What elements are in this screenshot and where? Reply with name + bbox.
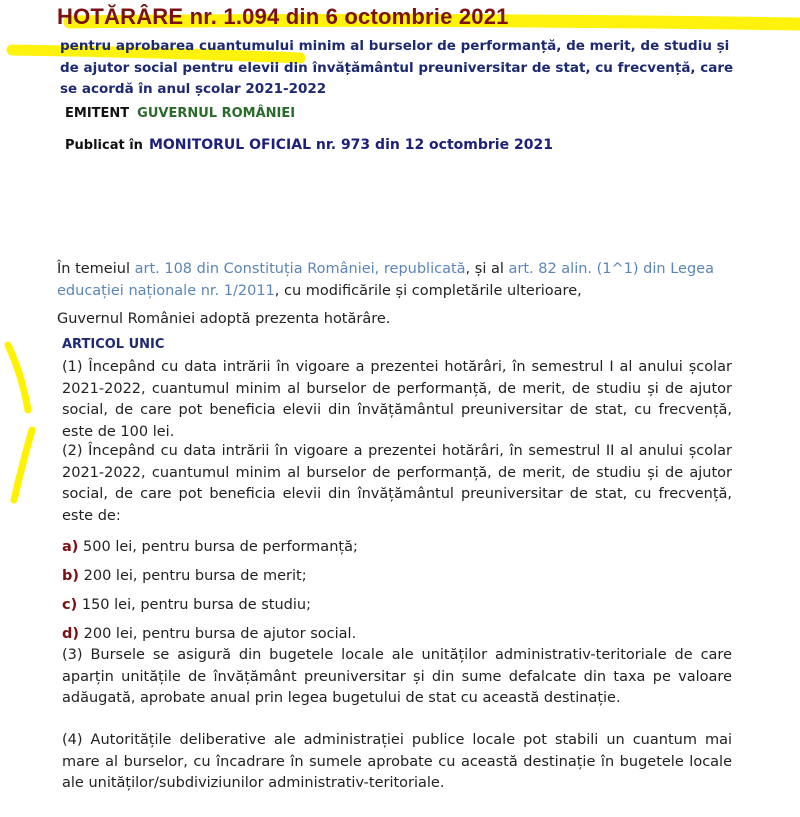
item-text: 150 lei, pentru bursa de studiu; [77,597,311,613]
emitent-label: EMITENT [65,106,130,121]
paragraph-2: (2) Începând cu data intrării în vigoare a prezentei hotărâri, în semestrul II al anului școlar 2021-2022, cuantumul minim al burselor de performanță, de merit, de studiu și de ajutor social, de care pot beneficia elevii din învățământul preuniversitar de stat, cu frecvență, este de: [62,443,732,524]
paragraph-4: (4) Autoritățile deliberative ale administrației publice locale pot stabili un cuantum mai mare al burselor, cu încadrare în sumele aprobate cu această destinație în bugetele locale ale unităților/subdiviziunilor administrativ-teritoriale. [62,732,732,791]
list-item [62,595,311,617]
list-item [62,537,358,559]
adoption-statement: Guvernul României adoptă prezenta hotărâre. [57,311,391,327]
constitution-link[interactable]: art. 108 din Constituția României, republicată [134,261,466,277]
document-subtitle: pentru aprobarea cuantumului minim al burselor de performanță, de merit, de studiu și de ajutor social pentru elevii din învățământul preuniversitar de stat, cu frecvență, care se acordă în anul școlar 2021-2022 [60,38,734,97]
emitent-row [65,106,295,121]
paragraph-1: (1) Începând cu data intrării în vigoare a prezentei hotărâri, în semestrul I al anului școlar 2021-2022, cuantumul minim al burselor de performanță, de merit, de studiu și de ajutor social, de care pot beneficia elevii din învățământul preuniversitar de stat, cu frecvență, este de 100 lei. [62,359,732,440]
preamble [57,259,747,302]
list-item [62,566,307,588]
published-value: MONITORUL OFICIAL nr. 973 din 12 octombrie 2021 [148,137,553,153]
list-item [62,624,356,646]
item-text: 500 lei, pentru bursa de performanță; [78,539,358,555]
preamble-text: , și al [465,261,509,277]
education-law-link[interactable]: art. 82 alin. (1^1) din Legea educației naționale nr. 1/2011 [57,261,714,299]
item-letter: d) [62,626,80,642]
published-row [65,137,553,153]
published-label: Publicat în [65,138,143,153]
item-letter: a) [62,539,79,555]
item-letter: b) [62,568,80,584]
paragraph-3: (3) Bursele se asigură din bugetele locale ale unităților administrativ-teritoriale de care aparțin unitățile de învățământ preuniversitar și din sume defalcate din taxa pe valoare adăugată, aprobate anual prin legea bugetului de stat cu această destinație. [62,647,732,706]
item-text: 200 lei, pentru bursa de merit; [79,568,307,584]
preamble-text: În temeiul [57,261,135,277]
article-title: ARTICOL UNIC [62,337,165,352]
preamble-text: , cu modificările și completările ulterioare, [274,282,582,299]
document-title: HOTĂRÂRE nr. 1.094 din 6 octombrie 2021 [57,4,509,29]
emitent-value: GUVERNUL ROMÂNIEI [137,106,296,121]
item-letter: c) [62,597,78,613]
item-text: 200 lei, pentru bursa de ajutor social. [79,626,357,642]
